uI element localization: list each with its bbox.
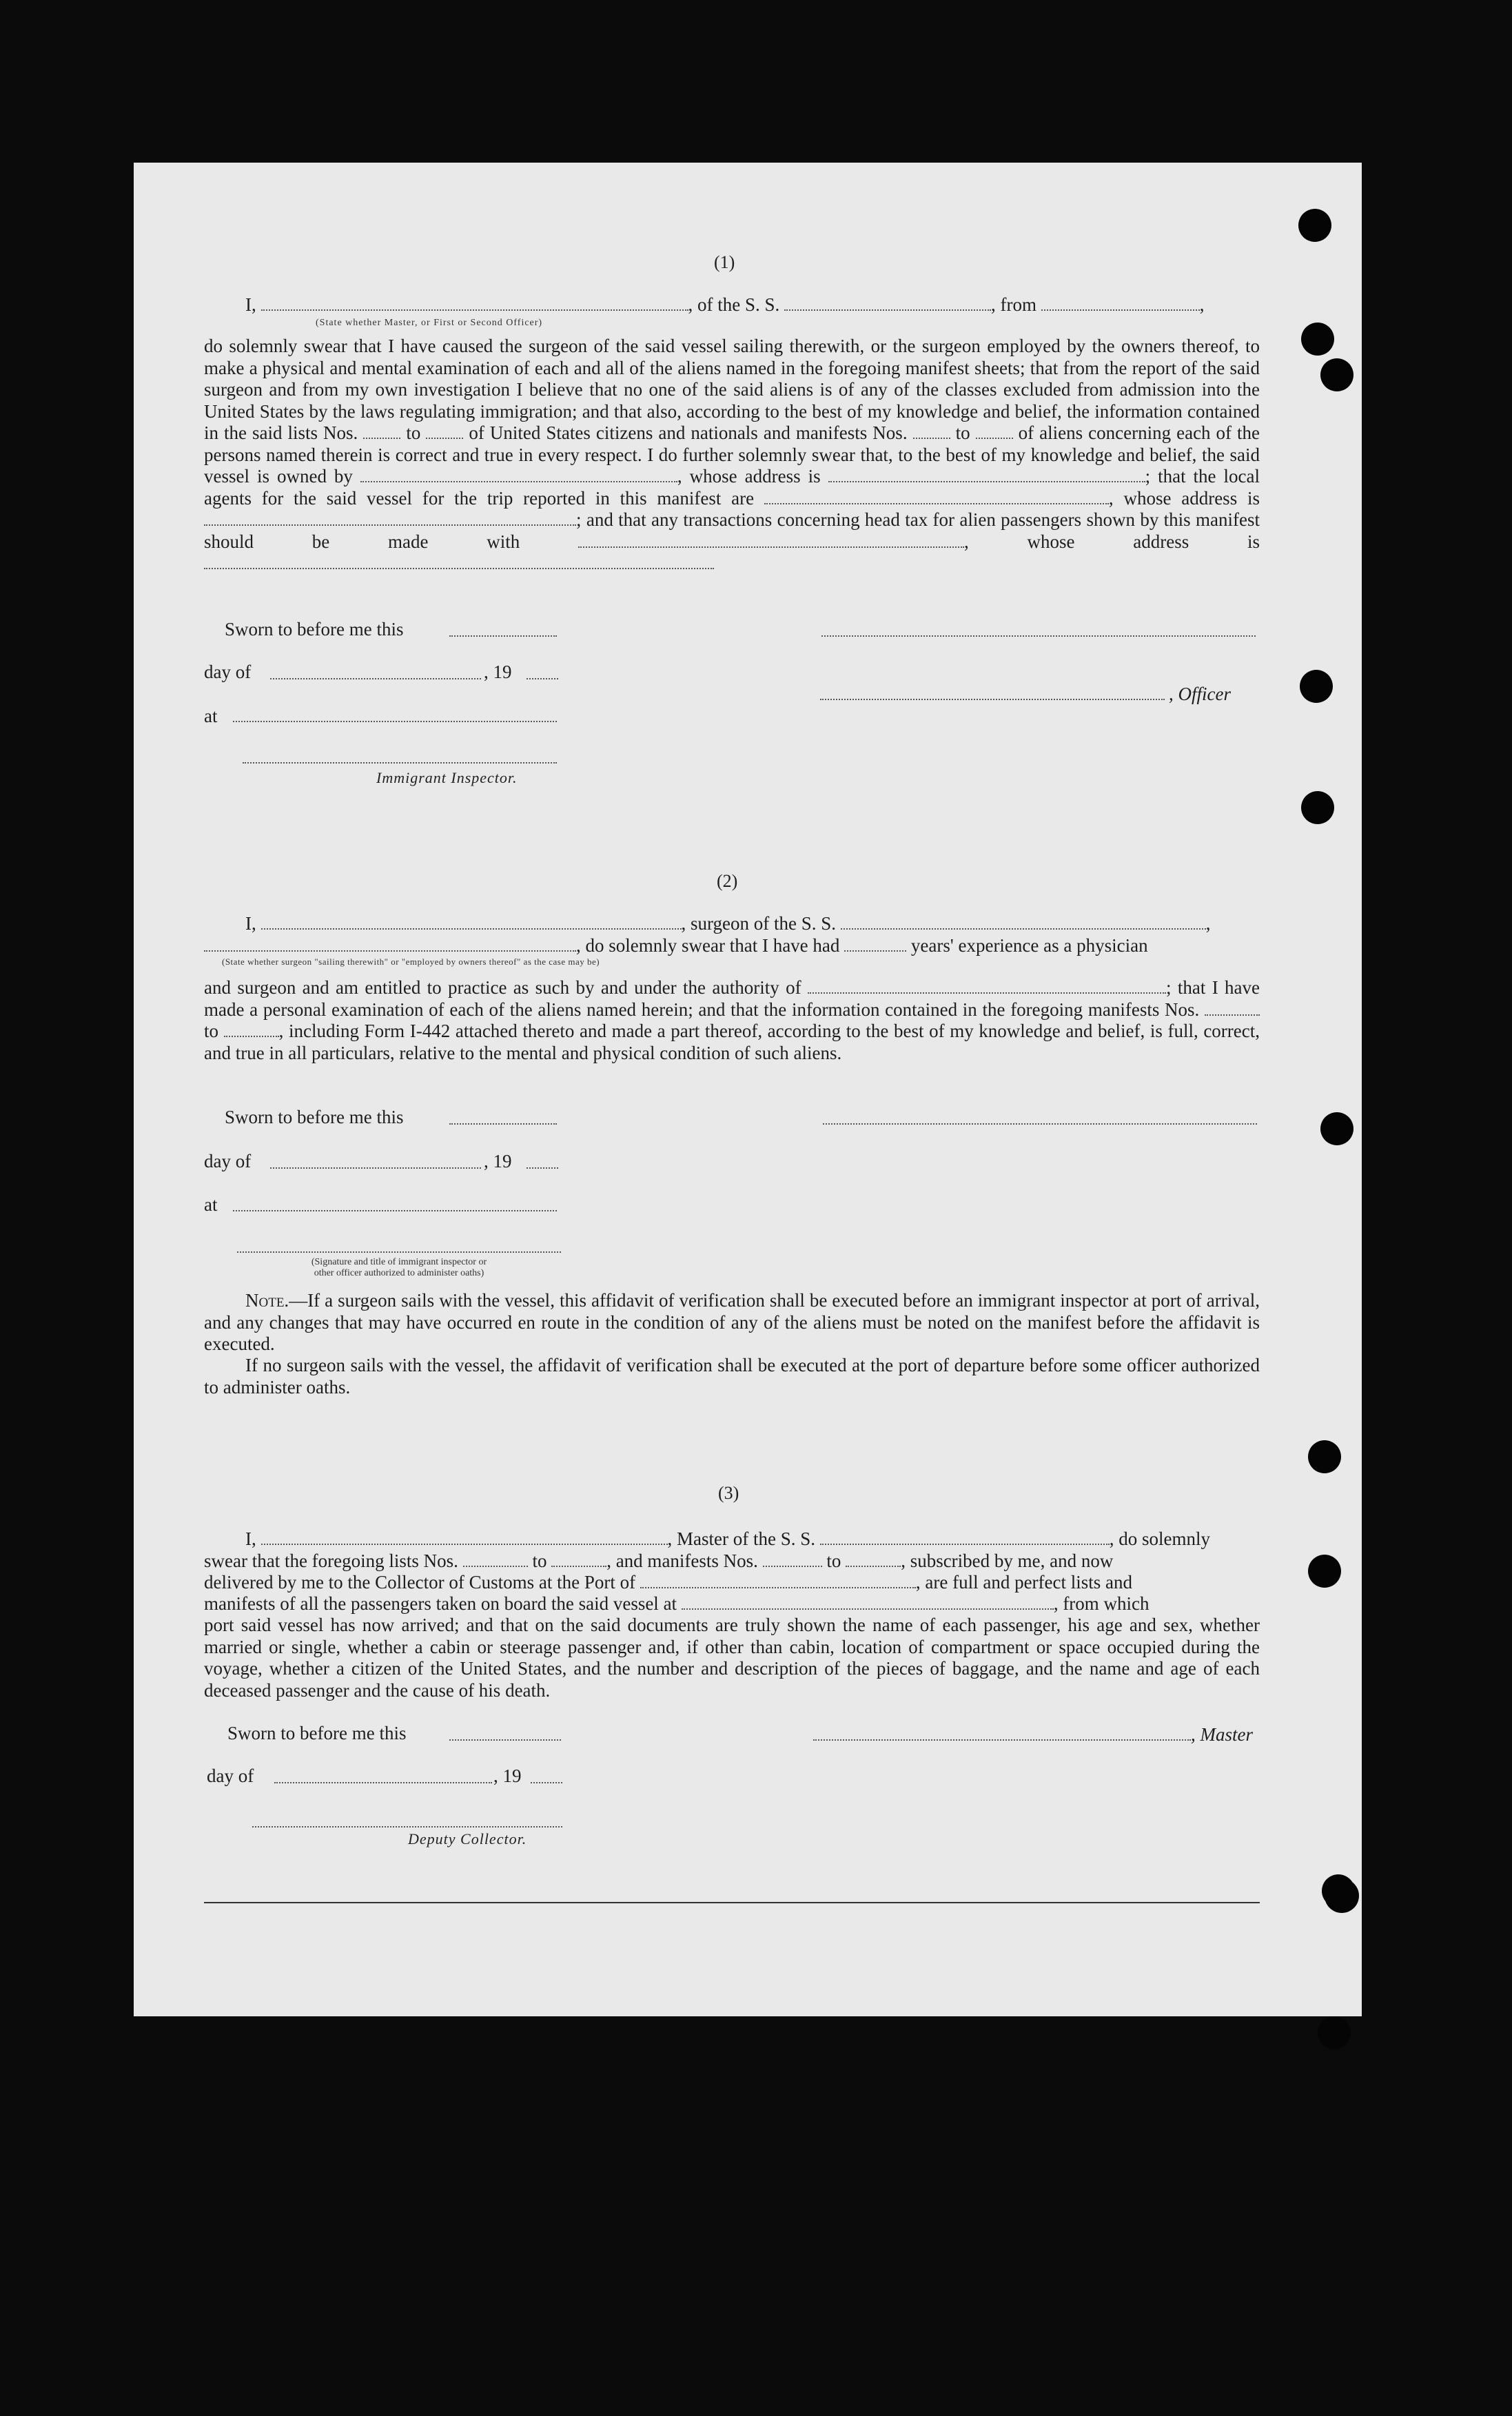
fill-owner-address[interactable] — [828, 469, 1145, 482]
fill-vessel-name-2[interactable] — [841, 916, 1206, 930]
text: to — [826, 1550, 841, 1571]
note-label: Note. — [245, 1290, 289, 1311]
fill-head-tax-address[interactable] — [204, 555, 714, 569]
section-3-line-1 — [204, 1528, 1260, 1550]
signature-title-caption — [237, 1257, 561, 1279]
fill-sworn-date-2[interactable] — [449, 1123, 557, 1125]
fill-agent-address[interactable] — [204, 512, 576, 526]
fill-sworn-date-3[interactable] — [449, 1739, 561, 1741]
fill-years-experience[interactable] — [844, 938, 906, 952]
fill-manifest-to-2[interactable] — [224, 1023, 279, 1037]
officer-signature-line[interactable] — [820, 699, 1165, 700]
fill-manifests-to[interactable] — [846, 1553, 901, 1567]
section-2-number: (2) — [717, 871, 738, 891]
fill-at-place[interactable] — [233, 721, 557, 722]
note-block-2 — [204, 1355, 1260, 1398]
text: , — [1108, 487, 1114, 509]
master-signature-line[interactable] — [813, 1739, 1191, 1741]
bottom-rule — [204, 1902, 1260, 1903]
fill-officer-name[interactable] — [261, 297, 688, 311]
officer-signature-line-top[interactable] — [821, 635, 1256, 637]
section-3-body — [204, 1615, 1260, 1701]
text: , whose address is — [964, 531, 1260, 552]
fill-lists-from[interactable] — [463, 1553, 528, 1567]
fill-local-agents[interactable] — [764, 491, 1109, 504]
inspector-signature-line[interactable] — [243, 762, 557, 764]
text: , from — [991, 294, 1036, 315]
fill-sworn-date[interactable] — [449, 635, 557, 637]
text: I, — [245, 913, 256, 934]
text: of aliens concerning each of the persons named therein is correct and true in every respect. I do further solemnly swear that, to the best of my knowledge and belief, the said vessel is owned by — [204, 422, 1260, 487]
text: , are full and perfect lists and — [915, 1572, 1133, 1593]
inspector-caption: Immigrant Inspector. — [376, 769, 518, 786]
year-label: , 19 — [484, 662, 512, 682]
binder-hole — [1300, 670, 1333, 703]
text: , whose address is — [677, 466, 821, 487]
surgeon-signature-line[interactable] — [823, 1123, 1257, 1125]
fill-manifest-to[interactable] — [976, 425, 1013, 439]
fill-day-of[interactable] — [270, 678, 481, 679]
at-label-2: at — [204, 1194, 218, 1215]
text: whose address is — [1123, 487, 1260, 509]
fill-manifest-from-2[interactable] — [1205, 1002, 1260, 1016]
fill-year-2[interactable] — [527, 1167, 558, 1169]
text: ; — [1166, 977, 1172, 998]
fill-manifests-from[interactable] — [763, 1553, 822, 1567]
binder-hole — [1325, 1878, 1359, 1913]
text: to — [406, 422, 421, 443]
binder-hole — [1320, 358, 1353, 391]
fill-year[interactable] — [527, 678, 558, 679]
text: (Signature and title of immigrant inspector or — [311, 1257, 487, 1267]
section-2-body — [204, 977, 1260, 1064]
text: , Master — [1191, 1724, 1253, 1745]
fill-year-3[interactable] — [531, 1782, 562, 1783]
fill-lists-to[interactable] — [551, 1553, 606, 1567]
section-1-header-line — [204, 294, 1260, 316]
officer-label — [1169, 684, 1231, 705]
fill-day-of-2[interactable] — [270, 1167, 481, 1169]
section-1-caption: (State whether Master, or First or Second Officer) — [316, 318, 543, 328]
text: do solemnly swear that I have caused the surgeon of the said vessel sailing therewith, or the surgeon employed by the owners thereof, to make a physical and mental examination of each and all of the aliens named in the foregoing manifest sheets; that from the report of the said surgeon and from my own investigation I believe that no one of the said aliens is of any of the classes excluded from admission into the United States by the laws regulating immigration; and that also, according to the best of my knowledge and belief, the information contained in the said lists Nos. — [204, 336, 1260, 443]
binder-hole — [1301, 323, 1334, 356]
fill-master-name[interactable] — [261, 1531, 668, 1545]
text: I, — [245, 294, 256, 315]
sworn-label-2: Sworn to before me this — [225, 1107, 404, 1127]
text: , and manifests Nos. — [606, 1550, 758, 1571]
fill-vessel-name-3[interactable] — [820, 1531, 1110, 1545]
text: , Officer — [1169, 684, 1231, 704]
text: , including Form I-442 attached thereto and made a part thereof, according to the best of my knowledge and belief, is full, correct, and true in all particulars, relative to the mental and physical condition of such aliens. — [204, 1021, 1260, 1063]
text: delivered by me to the Collector of Customs at the Port of — [204, 1572, 636, 1593]
binder-hole — [1320, 1112, 1353, 1145]
section-2-caption: (State whether surgeon "sailing therewith" or "employed by owners thereof" as the case may be) — [222, 956, 600, 967]
text: , subscribed by me, and now — [901, 1550, 1114, 1571]
day-of-label-3: day of — [207, 1765, 254, 1786]
text: , do solemnly swear that I have had — [576, 935, 840, 956]
note-block — [204, 1290, 1260, 1355]
text: and surgeon and am entitled to practice as such by and under the authority of — [204, 977, 801, 998]
fill-list-from[interactable] — [363, 425, 400, 439]
binder-hole — [1308, 1555, 1341, 1588]
text: to — [204, 1021, 219, 1041]
binder-hole — [1308, 1440, 1341, 1473]
deputy-caption: Deputy Collector. — [408, 1830, 527, 1847]
text: , of the S. S. — [688, 294, 780, 315]
section-3-number: (3) — [718, 1483, 739, 1503]
text: , do solemnly — [1109, 1528, 1210, 1549]
fill-from-port[interactable] — [1041, 297, 1200, 311]
section-3-line-2 — [204, 1550, 1260, 1573]
fill-authority[interactable] — [808, 980, 1166, 994]
text: that the local agents for the said vessel for the trip reported in this manifest are — [204, 466, 1260, 509]
section-1-body — [204, 336, 1260, 575]
text: —If a surgeon sails with the vessel, this affidavit of verification shall be executed before an immigrant inspector at port of arrival, and any changes that may have occurred en route in the condition of any of the aliens must be noted on the manifest before the affidavit is executed. — [204, 1290, 1260, 1354]
text: ; and that any transactions concerning head tax for alien passengers shown by this manifest should be made with — [204, 509, 1260, 552]
text: other officer authorized to administer oaths) — [314, 1268, 484, 1278]
deputy-signature-line[interactable] — [252, 1826, 562, 1828]
binder-hole — [1318, 2016, 1351, 2049]
text: , Master of the S. S. — [667, 1528, 815, 1549]
fill-surgeon-name[interactable] — [261, 916, 682, 930]
fill-at-place-2[interactable] — [233, 1210, 557, 1211]
year-label-2: , 19 — [484, 1151, 512, 1171]
binder-hole — [1301, 791, 1334, 824]
section-3-line-4 — [204, 1593, 1260, 1615]
sworn-label: Sworn to before me this — [225, 619, 404, 639]
fill-owner[interactable] — [360, 469, 677, 482]
master-label — [1191, 1724, 1253, 1746]
text: that I have made a personal examination of each of the aliens named herein; and that the information contained in the foregoing manifests Nos. — [204, 977, 1260, 1020]
text: to — [955, 422, 970, 443]
sworn-label-3: Sworn to before me this — [227, 1723, 407, 1743]
fill-port[interactable] — [640, 1575, 916, 1588]
fill-vessel-name[interactable] — [784, 297, 991, 311]
day-of-label-2: day of — [204, 1151, 252, 1171]
text: to — [532, 1550, 547, 1571]
text: ; — [1145, 466, 1151, 487]
text: manifests of all the passengers taken on board the said vessel at — [204, 1593, 677, 1614]
binder-hole — [1298, 209, 1331, 242]
section-1-number: (1) — [714, 252, 735, 272]
text: swear that the foregoing lists Nos. — [204, 1550, 458, 1571]
fill-embarkation-port[interactable] — [682, 1596, 1054, 1610]
text: , — [1205, 913, 1211, 934]
section-3-line-3 — [204, 1572, 1260, 1594]
fill-surgeon-status[interactable] — [204, 938, 576, 952]
at-label: at — [204, 706, 218, 726]
fill-manifest-from[interactable] — [913, 425, 950, 439]
text: , from which — [1053, 1593, 1150, 1614]
text: If no surgeon sails with the vessel, the affidavit of verification shall be executed at the port of departure before some officer authorized to administer oaths. — [204, 1355, 1260, 1398]
day-of-label: day of — [204, 662, 252, 682]
text: of United States citizens and nationals and manifests Nos. — [469, 422, 908, 443]
text: years' experience as a physician — [910, 935, 1148, 956]
section-2-line-2 — [204, 935, 1260, 957]
text: , — [1199, 294, 1205, 315]
text: port said vessel has now arrived; and that on the said documents are truly shown the name of each passenger, his age and sex, whether married or single, whether a cabin or steerage passenger and, if other than cabin, location of compartment or space occupied during the voyage, whether a citizen of the United States, and the number and description of the pieces of baggage, and the name and age of each deceased passenger and the cause of his death. — [204, 1615, 1260, 1701]
fill-head-tax-agent[interactable] — [578, 534, 964, 548]
section-2-line-1 — [204, 913, 1260, 935]
administering-officer-line[interactable] — [237, 1251, 561, 1253]
year-label-3: , 19 — [493, 1765, 522, 1786]
fill-day-of-3[interactable] — [274, 1782, 492, 1783]
text: , surgeon of the S. S. — [681, 913, 837, 934]
fill-list-to[interactable] — [426, 425, 463, 439]
text: I, — [245, 1528, 256, 1549]
